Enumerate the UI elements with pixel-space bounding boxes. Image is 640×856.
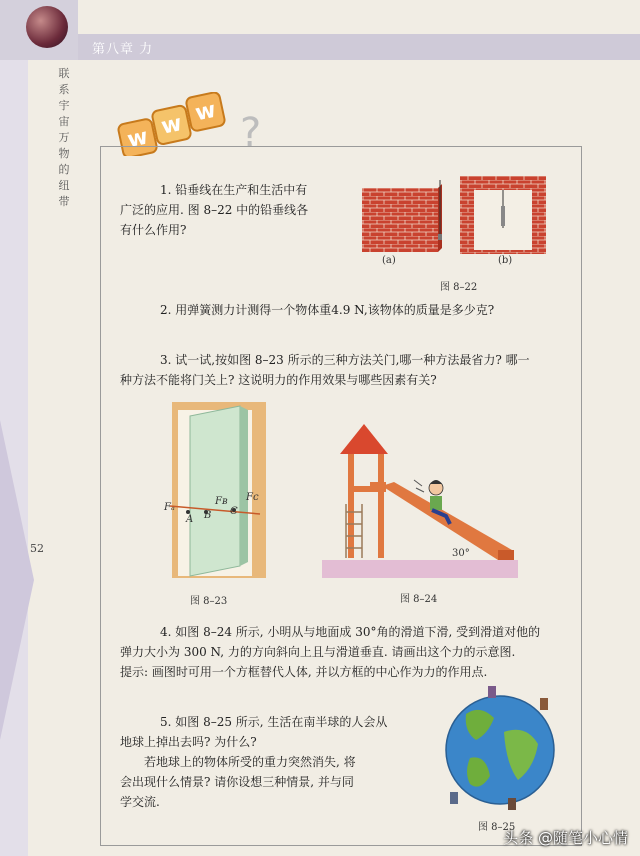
question-3: 3. 试一试,按如图 8–23 所示的三种方法关门,哪一种方法最省力? 哪一 种方法不能将门关上? 这说明力的作用效果与哪些因素有关? [120, 353, 530, 387]
figure-8-23 [160, 400, 270, 582]
chapter-title: 第八章 力 [92, 42, 154, 57]
force-label-c: Fᴄ [246, 492, 259, 503]
figure-8-25 [430, 684, 572, 814]
point-label-b: B [204, 510, 212, 521]
fig-8-22-caption: 图 8–22 [440, 282, 478, 293]
watermark: 头条 @随笔小心情 [503, 829, 628, 847]
fig-8-25-caption: 图 8–25 [478, 822, 516, 833]
tower-roof [340, 424, 388, 454]
sidebar-vertical-text: 联 系 宇 宙 万 物 的 纽 带 [58, 67, 70, 208]
header-bar [78, 34, 640, 60]
question-4: 4. 如图 8–24 所示, 小明从与地面成 30°角的滑道下滑, 受到滑道对他的 弹力大小为 300 N, 力的方向斜向上且与滑道垂直. 请画出这个力的示意图. 提示: 画图时可用一个方框替代人体, 并以方框的中心作为力的作用点. [120, 625, 541, 679]
question-mark-icon: ? [240, 110, 262, 156]
svg-text:w: w [125, 124, 151, 154]
figure-8-24 [322, 420, 522, 580]
point-label-a: A [186, 514, 194, 525]
question-2: 2. 用弹簧测力计测得一个物体重4.9 N,该物体的质量是多少克? [160, 303, 495, 317]
door-panel [190, 406, 240, 576]
header-ball-icon [26, 6, 68, 48]
svg-text:w: w [193, 97, 219, 127]
angle-label: 30° [452, 548, 470, 559]
page-number: 52 [30, 542, 44, 555]
fig-8-24-caption: 图 8–24 [400, 594, 438, 605]
brick-wall-a [362, 188, 438, 252]
force-label-a: Fₐ [164, 502, 175, 513]
point-label-c: C [230, 506, 238, 517]
fig-8-22-label-b: (b) [498, 255, 513, 266]
question-1: 1. 铅垂线在生产和生活中有 广泛的应用. 图 8–22 中的铅垂线各 有什么作用? [120, 183, 309, 237]
svg-text:w: w [159, 111, 185, 140]
force-label-b: Fʙ [215, 496, 228, 507]
fig-8-23-caption: 图 8–23 [190, 596, 228, 607]
figure-8-22 [356, 172, 556, 268]
fig-8-22-label-a: (a) [382, 255, 396, 266]
sidebar-decoration [0, 420, 34, 740]
question-5: 5. 如图 8–25 所示, 生活在南半球的人会从 地球上掉出去吗? 为什么? 若地球上的物体所受的重力突然消失, 将 会出现什么情景? 请你设想三种情景, 并与同 学交流. [120, 715, 388, 809]
